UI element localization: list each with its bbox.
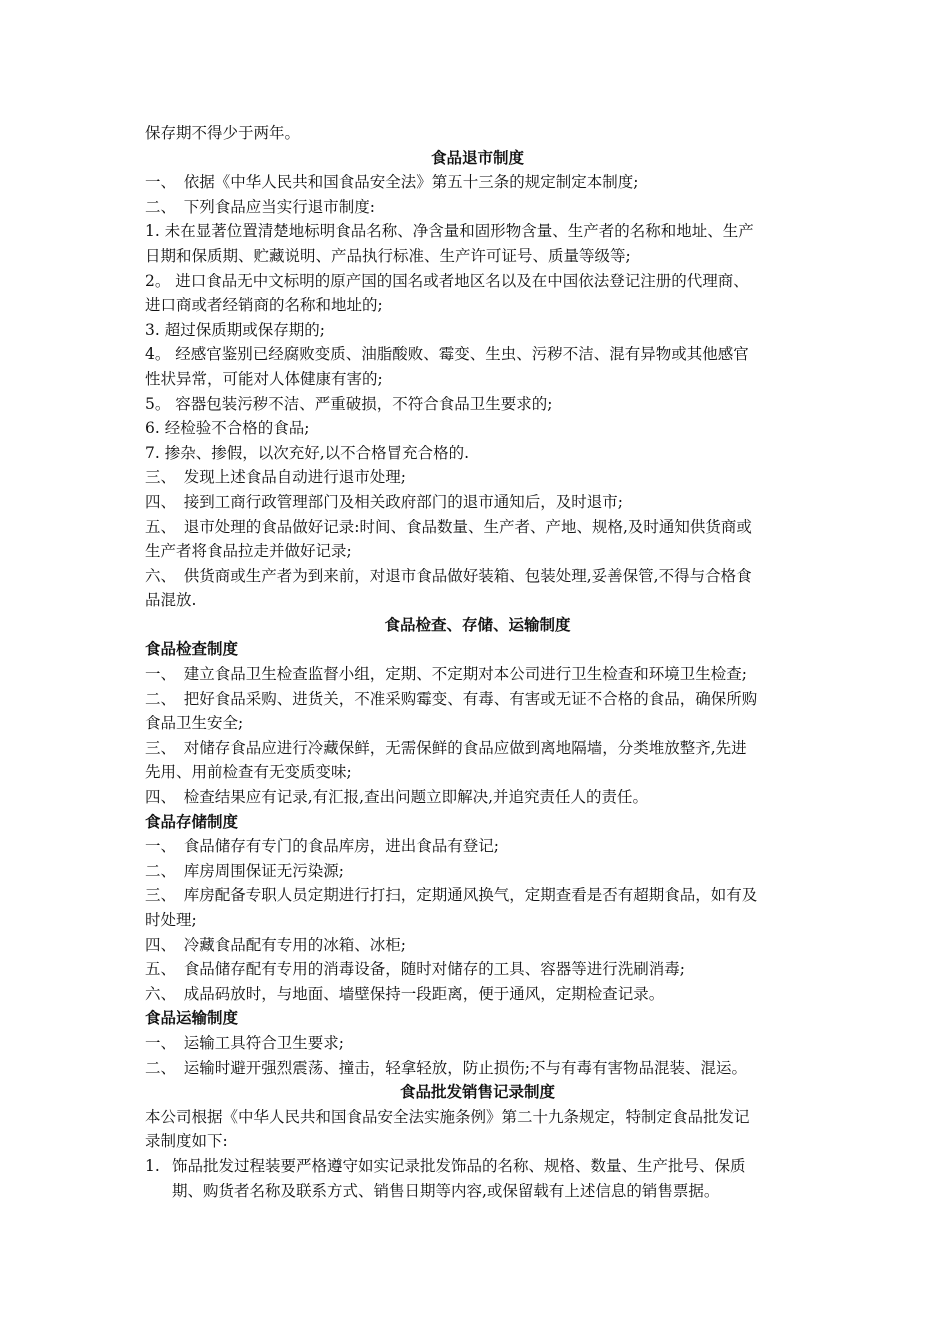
subsection-heading: 食品存储制度 [145,812,239,831]
section-title: 食品退市制度 [430,148,524,167]
text-line: 品混放. [145,591,197,610]
subsection-heading: 食品检查制度 [145,640,239,659]
text-line: 食品卫生安全; [145,714,244,733]
text-line: 三、 发现上述食品自动进行退市处理; [145,468,406,487]
text-line: 本公司根据《中华人民共和国食品安全法实施条例》第二十九条规定，特制定食品批发记 [145,1107,750,1126]
text-line: 期、购货者名称及联系方式、销售日期等内容,或保留载有上述信息的销售票据。 [172,1181,720,1200]
text-line: 一、 运输工具符合卫生要求; [145,1033,344,1052]
document-page [145,121,810,1203]
text-line: 性状异常，可能对人体健康有害的; [145,369,383,388]
text-line: 生产者将食品拉走并做好记录; [145,542,352,561]
text-line: 四、 检查结果应有记录,有汇报,查出问题立即解决,并追究责任人的责任。 [145,788,649,807]
text-line: 时处理; [145,911,197,929]
text-line: 四、 冷藏食品配有专用的冰箱、冰柜; [145,935,406,954]
text-line: 1. 未在显著位置清楚地标明食品名称、净含量和固形物含量、生产者的名称和地址、生产 [145,222,754,241]
section-title: 食品批发销售记录制度 [399,1083,555,1102]
text-line: 先用、用前检查有无变质变味; [145,763,352,782]
text-line: 六、 成品码放时，与地面、墙壁保持一段距离，便于通风，定期检查记录。 [145,984,665,1003]
text-line: 7. 掺杂、掺假，以次充好,以不合格冒充合格的. [145,443,470,462]
numbered-item [145,1154,810,1179]
text-line: 五、 食品储存配有专用的消毒设备，随时对储存的工具、容器等进行洗刷消毒; [145,960,685,979]
text-line: 一、 食品储存有专门的食品库房，进出食品有登记; [145,837,499,856]
item-number: 1. [145,1156,160,1175]
text-line: 4。 经感官鉴别已经腐败变质、油脂酸败、霉变、生虫、污秽不洁、混有异物或其他感官 [145,345,749,364]
text-line: 一、 建立食品卫生检查监督小组，定期、不定期对本公司进行卫生检查和环境卫生检查; [145,665,747,684]
text-line: 录制度如下: [145,1132,228,1151]
text-line: 3. 超过保质期或保存期的; [145,320,325,339]
item-text: 饰品批发过程装要严格遵守如实记录批发饰品的名称、规格、数量、生产批号、保质 [172,1156,746,1175]
text-line: 三、 库房配备专职人员定期进行打扫，定期通风换气，定期查看是否有超期食品，如有及 [145,886,758,905]
text-line: 六、 供货商或生产者为到来前，对退市食品做好装箱、包装处理,妥善保管,不得与合格食 [145,566,752,585]
text-line: 保存期不得少于两年。 [145,124,301,142]
text-line: 5。 容器包装污秽不洁、严重破损，不符合食品卫生要求的; [145,394,553,413]
text-line: 四、 接到工商行政管理部门及相关政府部门的退市通知后，及时退市; [145,492,623,511]
text-line: 2。 进口食品无中文标明的原产国的国名或者地区名以及在中国依法登记注册的代理商、 [145,271,749,290]
text-line: 五、 退市处理的食品做好记录:时间、食品数量、生产者、产地、规格,及时通知供货商或 [145,517,752,536]
subsection-heading: 食品运输制度 [145,1009,239,1028]
text-line: 二、 库房周围保证无污染源; [145,861,344,880]
text-line: 二、 运输时避开强烈震荡、撞击，轻拿轻放，防止损伤;不与有毒有害物品混装、混运。 [145,1058,747,1077]
section-title: 食品检查、存储、运输制度 [384,615,571,634]
text-line: 二、 把好食品采购、进货关，不准采购霉变、有毒、有害或无证不合格的食品，确保所购 [145,689,758,708]
text-line: 二、 下列食品应当实行退市制度: [145,197,375,216]
text-line: 三、 对储存食品应进行冷藏保鲜，无需保鲜的食品应做到离地隔墙，分类堆放整齐,先进 [145,738,747,757]
text-line: 6. 经检验不合格的食品; [145,419,310,438]
text-line: 一、 依据《中华人民共和国食品安全法》第五十三条的规定制定本制度; [145,173,639,192]
text-line: 进口商或者经销商的名称和地址的; [145,296,383,315]
text-line: 日期和保质期、贮藏说明、产品执行标准、生产许可证号、质量等级等; [145,246,631,265]
